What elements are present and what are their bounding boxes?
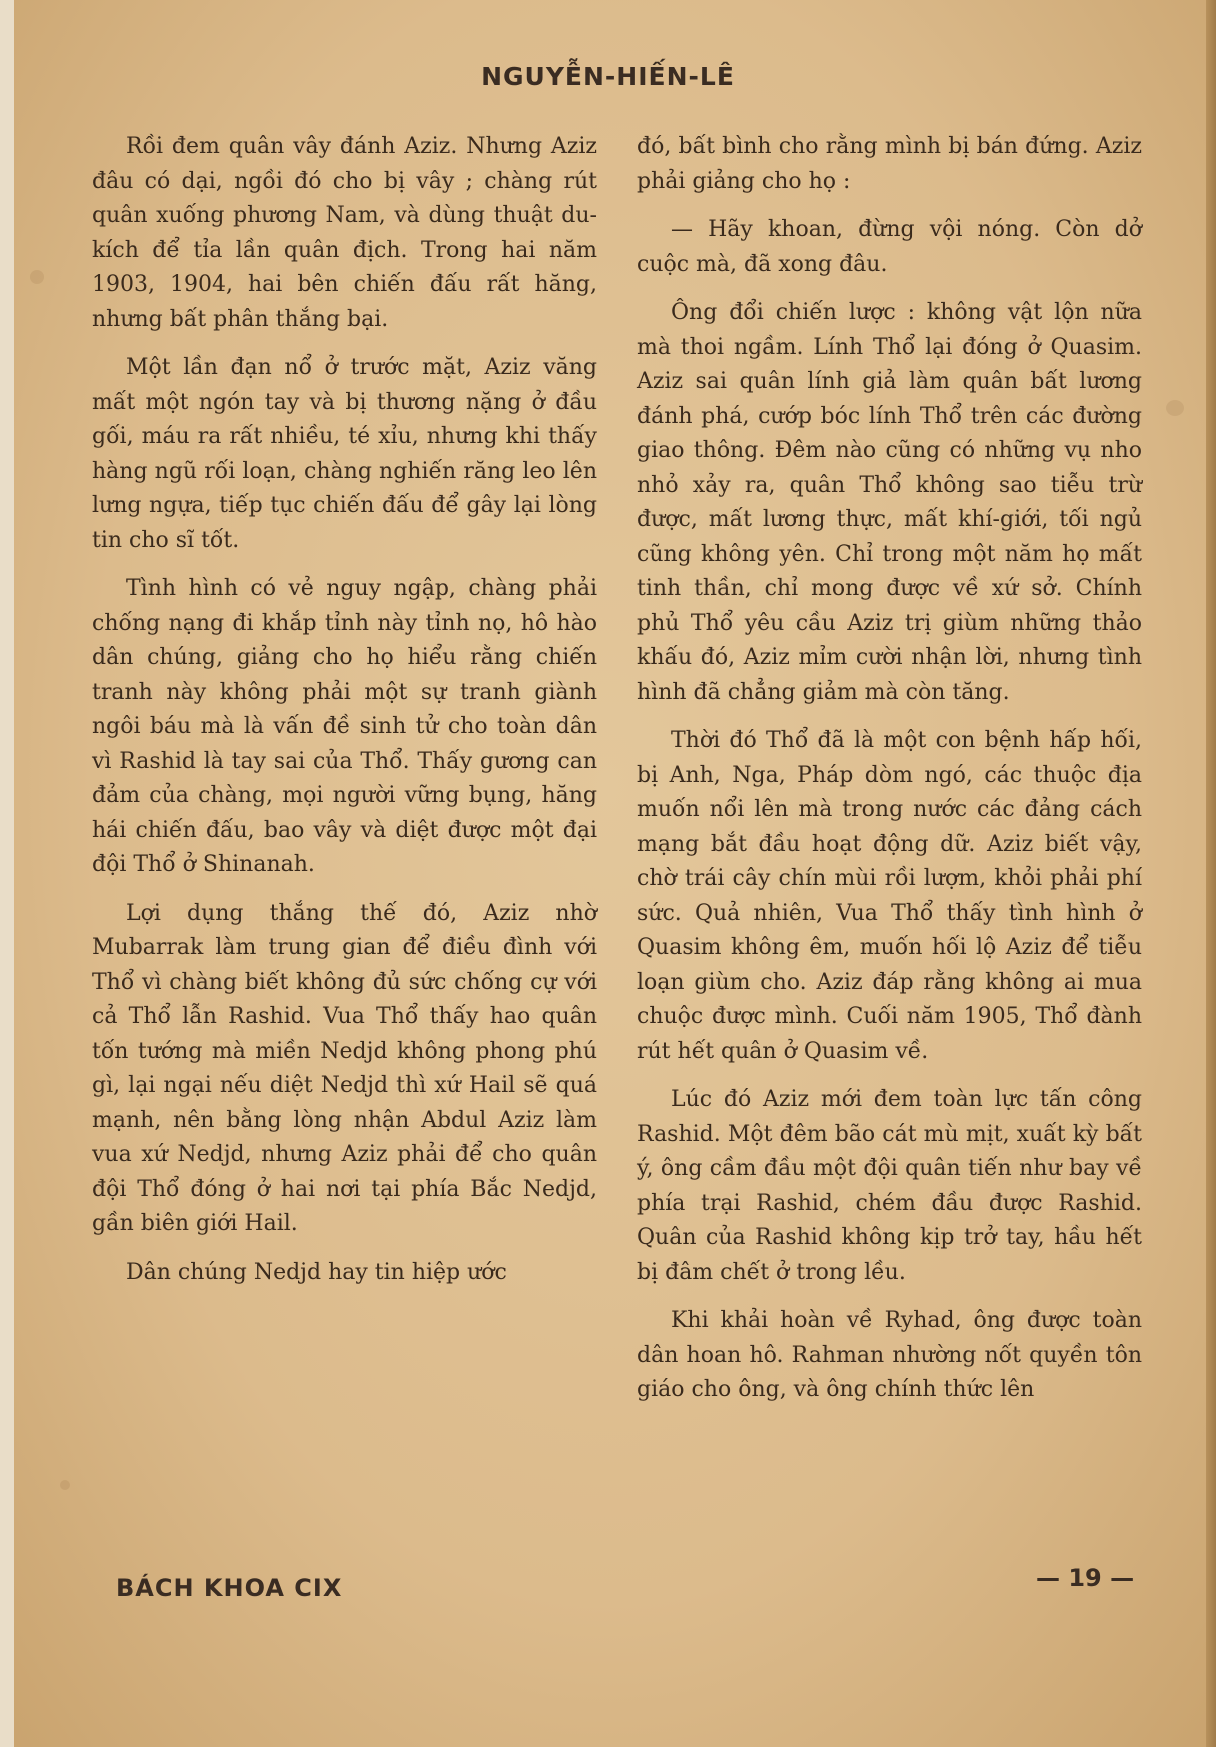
paragraph-continuation: đó, bất bình cho rằng mình bị bán đứng. Aziz phải giảng cho họ : — [637, 134, 1142, 194]
paragraph: Lợi dụng thắng thế đó, Aziz nhờ Mubarrak làm trung gian để điều đình với Thổ vì chàng biết không đủ sức chống cự với cả Thổ lẫn Rashid. Vua Thổ thấy hao quân tốn tướng mà miền Nedjd không phong phú gì, lại ngại nếu diệt Nedjd thì xứ Hail sẽ quá mạnh, nên bằng lòng nhận Abdul Aziz làm vua xứ Nedjd, nhưng Aziz phải để cho quân đội Thổ đóng ở hai nơi tại phía Bắc Nedjd, gần biên giới Hail. — [92, 900, 597, 1236]
publication-footer: BÁCH KHOA CIX — [116, 1574, 343, 1602]
page-left-edge — [0, 0, 14, 1747]
left-column — [92, 130, 597, 1304]
page-number: — 19 — — [1036, 1564, 1135, 1592]
paragraph: Khi khải hoàn về Ryhad, ông được toàn dân hoan hô. Rahman nhường nốt quyền tôn giáo cho ông, và ông chính thức lên — [637, 1308, 1142, 1402]
paper-stain — [30, 270, 44, 284]
paragraph: Dân chúng Nedjd hay tin hiệp ước — [126, 1259, 507, 1285]
dialogue-line: — Hãy khoan, đừng vội nóng. Còn dở cuộc mà, đã xong đâu. — [637, 217, 1142, 277]
paper-stain — [60, 1480, 70, 1490]
page-right-edge — [1206, 0, 1216, 1747]
paragraph: Thời đó Thổ đã là một con bệnh hấp hối, bị Anh, Nga, Pháp dòm ngó, các thuộc địa muốn nổi lên mà trong nước các đảng cách mạng bắt đầu hoạt động dữ. Aziz biết vậy, chờ trái cây chín mùi rồi lượm, khỏi phải phí sức. Quả nhiên, Vua Thổ thấy tình hình ở Quasim không êm, muốn hối lộ Aziz để tiễu loạn giùm cho. Aziz đáp rằng không ai mua chuộc được mình. Cuối năm 1905, Thổ đành rút hết quân ở Quasim về. — [637, 728, 1142, 1064]
right-column — [637, 130, 1142, 1422]
paragraph: Lúc đó Aziz mới đem toàn lực tấn công Rashid. Một đêm bão cát mù mịt, xuất kỳ bất ý, ông cầm đầu một đội quân tiến như bay về phía trại Rashid, chém đầu được Rashid. Quân của Rashid không kịp trở tay, hầu hết bị đâm chết ở trong lều. — [637, 1087, 1142, 1285]
paragraph: Rồi đem quân vây đánh Aziz. Nhưng Aziz đâu có dại, ngồi đó cho bị vây ; chàng rút quân xuống phương Nam, và dùng thuật du-kích để tỉa lần quân địch. Trong hai năm 1903, 1904, hai bên chiến đấu rất hăng, nhưng bất phân thắng bại. — [92, 134, 597, 332]
paragraph: Tình hình có vẻ nguy ngập, chàng phải chống nạng đi khắp tỉnh này tỉnh nọ, hô hào dân chúng, giảng cho họ hiểu rằng chiến tranh này không phải một sự tranh giành ngôi báu mà là vấn đề sinh tử cho toàn dân vì Rashid là tay sai của Thổ. Thấy gương can đảm của chàng, mọi người vững bụng, hăng hái chiến đấu, bao vây và diệt được một đại đội Thổ ở Shinanah. — [92, 576, 597, 877]
paragraph: Một lần đạn nổ ở trước mặt, Aziz văng mất một ngón tay và bị thương nặng ở đầu gối, máu ra rất nhiều, té xỉu, nhưng khi thấy hàng ngũ rối loạn, chàng nghiến răng leo lên lưng ngựa, tiếp tục chiến đấu để gây lại lòng tin cho sĩ tốt. — [92, 355, 597, 553]
paragraph: Ông đổi chiến lược : không vật lộn nữa mà thoi ngầm. Lính Thổ lại đóng ở Quasim. Aziz sai quân lính giả làm quân bất lương đánh phá, cướp bóc lính Thổ trên các đường giao thông. Đêm nào cũng có những vụ nho nhỏ xảy ra, quân Thổ không sao tiễu trừ được, mất lương thực, mất khí-giới, tối ngủ cũng không yên. Chỉ trong một năm họ mất tinh thần, chỉ mong được về xứ sở. Chính phủ Thổ yêu cầu Aziz trị giùm những thảo khấu đó, Aziz mỉm cười nhận lời, nhưng tình hình đã chẳng giảm mà còn tăng. — [637, 300, 1142, 705]
running-header: NGUYỄN-HIẾN-LÊ — [481, 62, 735, 91]
paper-stain — [1166, 400, 1184, 416]
